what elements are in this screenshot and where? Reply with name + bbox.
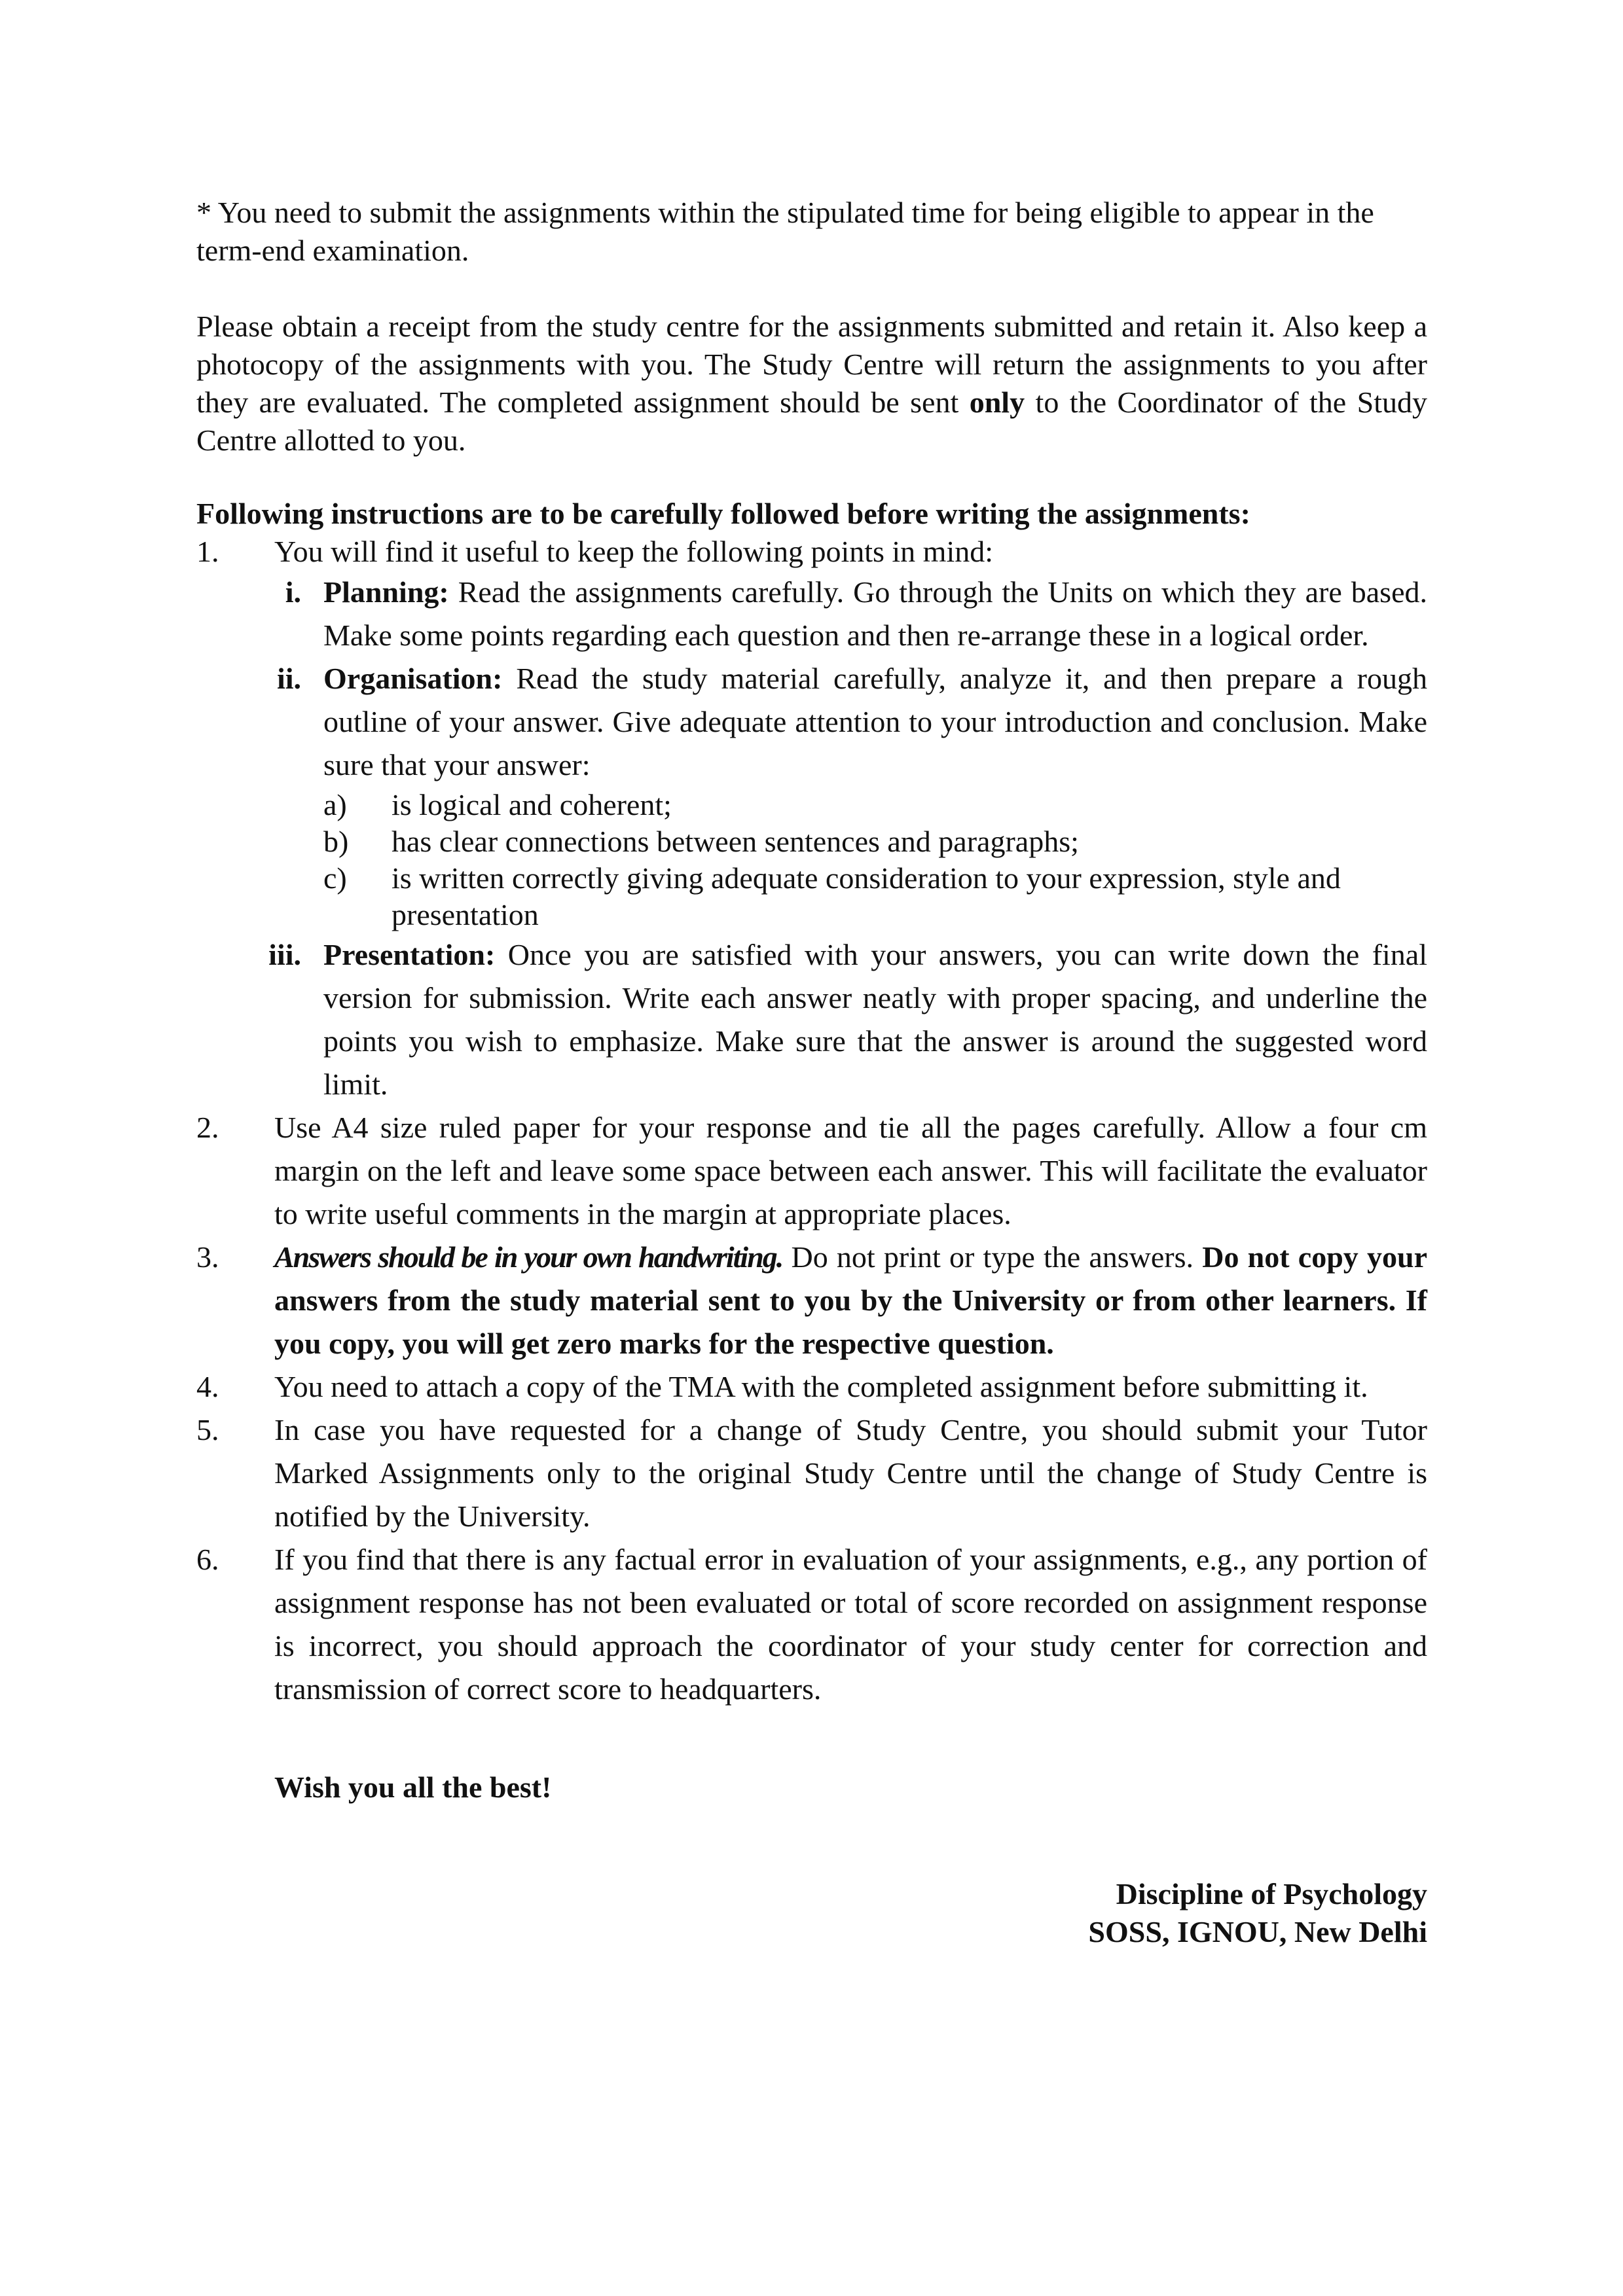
subpoint-letter: a) [323,788,347,821]
list-item [323,860,1427,933]
subpoint-text: is logical and coherent; [392,788,672,821]
instruction-item-1 [196,533,1427,571]
subpoint-letter: b) [323,825,349,858]
item-text: Do not print or type the answers. [782,1240,1203,1274]
item-text: You need to attach a copy of the TMA with the completed assignment before submitting it. [274,1370,1368,1403]
signature-department: Discipline of Psychology [1116,1877,1427,1910]
instruction-item-4 [196,1365,1427,1408]
receipt-text-start: Please obtain a receipt from the study centre for the assignments submitted and retain it. Also keep a photocopy of the assignments with you. The Study Centre will return the assignments to you after they are evaluated. The completed assignment should be sent [196,310,1427,419]
point-text: Read the assignments carefully. Go through the Units on which they are based. Make some points regarding each question and then re-arrange these in a logical order. [323,575,1427,652]
organisation-subpoints [323,787,1427,933]
item-number: 6. [196,1543,219,1576]
point-text: Read the study material carefully, analyze it, and then prepare a rough outline of your answer. Give adequate attention to your introduction and conclusion. Make sure that your answer: [323,662,1427,781]
subpoint-text: is written correctly giving adequate consideration to your expression, style and presentation [392,861,1341,931]
signature-institution: SOSS, IGNOU, New Delhi [1088,1915,1427,1948]
roman-numeral: ii. [276,662,301,695]
item-number: 5. [196,1413,219,1446]
item-text: You will find it useful to keep the following points in mind: [274,535,994,568]
item-text: If you find that there is any factual error in evaluation of your assignments, e.g., any portion of assignment response has not been evaluated or total of score recorded on assignment response is incorrect, you should approach the coordinator of your study center for correction and transmission of correct score to headquarters. [274,1543,1427,1706]
instruction-item-2 [196,1106,1427,1236]
item-number: 2. [196,1111,219,1144]
item-number: 1. [196,535,219,568]
item-text: Use A4 size ruled paper for your response and tie all the pages carefully. Allow a four cm margin on the left and leave some space between each answer. This will facilitate the evaluator to write useful comments in the margin at appropriate places. [274,1111,1427,1230]
item-text: In case you have requested for a change of Study Centre, you should submit your Tutor Marked Assignments only to the original Study Centre until the change of Study Centre is notified by the University. [274,1413,1427,1533]
point-term: Planning: [323,575,449,609]
subpoint-text: has clear connections between sentences and paragraphs; [392,825,1079,858]
instructions-heading: Following instructions are to be carefully followed before writing the assignments: [196,497,1250,530]
item-number: 4. [196,1370,219,1403]
item-number: 3. [196,1240,219,1274]
point-term: Presentation: [323,938,496,971]
point-presentation [196,933,1427,1106]
instruction-item-3 [196,1236,1427,1365]
document-page [196,194,1427,1951]
closing-wish: Wish you all the best! [274,1770,552,1804]
list-item [323,787,1427,823]
roman-numeral: i. [285,575,301,609]
point-text: Once you are satisfied with your answers, you can write down the final version for submission. Write each answer neatly with proper spacing, and underline the points you wish to emphasize. Make sure that the answer is around the suggested word limit. [323,938,1427,1101]
list-item [323,823,1427,860]
point-term: Organisation: [323,662,503,695]
point-organisation [196,657,1427,787]
receipt-paragraph [196,308,1427,459]
copy-warning: Do not copy your answers from the study material sent to you by the University or from other learners. If you copy, you will get zero marks for the respective question. [274,1240,1427,1360]
instruction-item-5 [196,1408,1427,1538]
submission-note: * You need to submit the assignments within the stipulated time for being eligible to appear in the term-end examination. [196,196,1374,267]
handwriting-note: Answers should be in your own handwriting. [274,1240,783,1274]
roman-numeral: iii. [268,938,301,971]
signature-block [196,1875,1427,1951]
receipt-emphasis: only [969,386,1025,419]
receipt-text-end: to the Coordinator of the Study Centre allotted to you. [196,386,1428,457]
instruction-item-6 [196,1538,1427,1711]
point-planning [196,571,1427,657]
subpoint-letter: c) [323,861,347,895]
